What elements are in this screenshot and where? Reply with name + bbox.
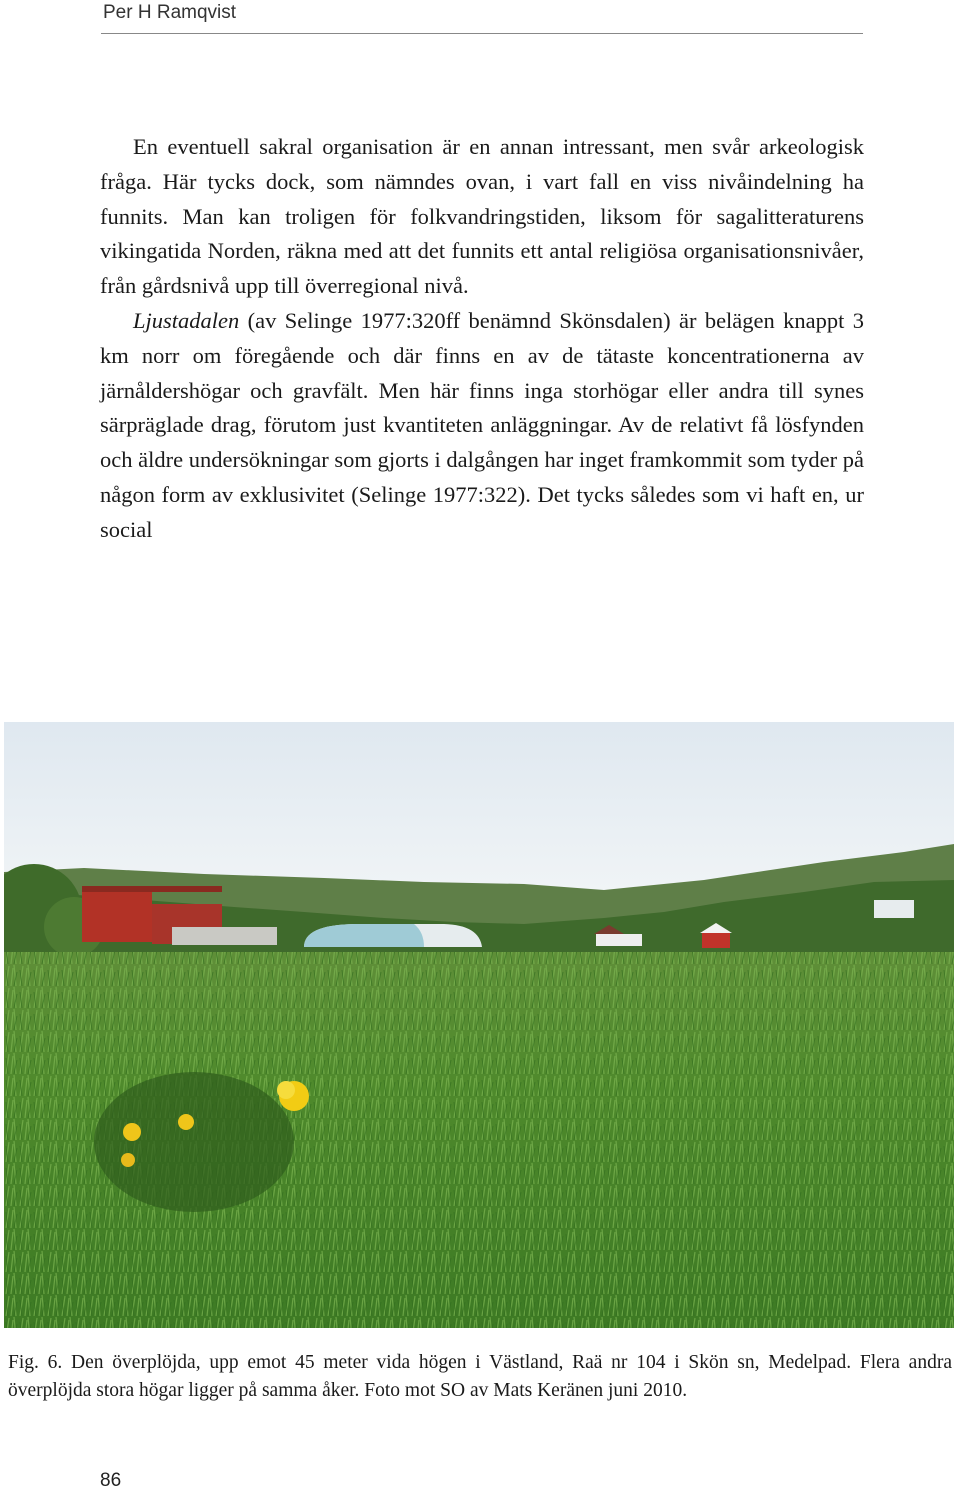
house-right-2 [702,932,730,948]
red-building [82,890,152,942]
house-right-1 [596,934,642,946]
place-name-italic: Ljustadalen [133,307,240,333]
dandelion-clump [94,1072,294,1212]
dandelion-flower [178,1114,194,1130]
paragraph-1: En eventuell sakral organisation är en annan intressant, men svår arkeologisk fråga. Här tycks dock, som nämndes ovan, i vart fall en viss nivåindelning ha funnits. Man kan troligen för folkvandringstiden, liksom för sagalitteraturens vikingatida Norden, räkna med att det funnits ett antal religiösa organisationsnivåer, från gårdsnivå upp till överregional nivå. [100,134,864,299]
dandelion-flower [121,1153,135,1167]
body-text [100,130,864,548]
paragraph-2 [100,304,864,548]
house-far-right [874,900,914,918]
page-number: 86 [100,1470,122,1491]
paragraph-2-text: (av Selinge 1977:320ff benämnd Skönsdalen) är belägen knappt 3 km norr om föregående och där finns en av de tätaste koncentrationerna av järnåldershögar och gravfält. Men här finns inga storhögar eller andra till synes särpräglade drag, förutom just kvantiteten anläggningar. Av de relativt få lösfynden och äldre undersökningar som gjorts i dalgången har inget framkommit som tyder på någon form av exklusivitet (Selinge 1977:322). Det tycks således som vi haft en, ur social [100,307,864,542]
figure-caption: Fig. 6. Den överplöjda, upp emot 45 meter vida högen i Västland, Raä nr 104 i Skön sn, Medelpad. Flera andra överplöjda stora högar ligger på samma åker. Foto mot SO av Mats Keränen juni 2010. [8,1352,952,1401]
header-rule [101,33,863,34]
running-header-author: Per H Ramqvist [103,2,237,23]
figure-photo [4,722,954,1328]
dandelion-flower [123,1123,141,1141]
